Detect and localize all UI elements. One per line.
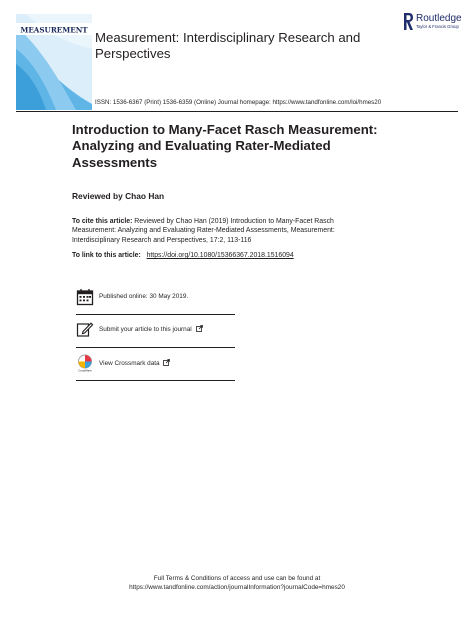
- edit-icon: [76, 320, 94, 338]
- citation-block: [72, 217, 372, 245]
- reviewer-line: Reviewed by Chao Han: [72, 191, 165, 201]
- link-label: To link to this article:: [72, 252, 141, 259]
- footer: [0, 575, 474, 592]
- submit-article-link[interactable]: Submit your article to this journal: [99, 326, 192, 333]
- routledge-r-icon: [402, 12, 414, 37]
- publisher-tagline: Taylor & Francis Group: [416, 24, 459, 29]
- doi-link[interactable]: https://doi.org/10.1080/15366367.2018.1516094: [146, 252, 294, 259]
- crossmark-item[interactable]: [76, 354, 236, 380]
- issn-homepage-line[interactable]: ISSN: 1536-6367 (Print) 1536-6359 (Online) Journal homepage: https://www.tandfonline.com/loi/hmes20: [95, 99, 382, 106]
- external-link-icon: [196, 325, 203, 335]
- article-title: Introduction to Many-Facet Rasch Measurement: Analyzing and Evaluating Rater-Mediated Assessments: [72, 122, 378, 170]
- crossmark-icon: [76, 354, 94, 372]
- external-link-icon: [163, 359, 170, 369]
- published-online-text: Published online: 30 May 2019.: [99, 293, 189, 300]
- crossmark-badge-text: CrossMark: [78, 369, 92, 372]
- item-divider: [76, 314, 235, 315]
- published-online-item: [76, 288, 236, 314]
- submit-article-item[interactable]: [76, 320, 236, 346]
- journal-cover-image: [16, 14, 92, 110]
- header-divider: [16, 111, 458, 112]
- footer-terms-text: Full Terms & Conditions of access and use can be found at: [153, 575, 321, 582]
- cite-text: Reviewed by Chao Han (2019) Introduction to Many-Facet Rasch Measurement: Analyzing and Evaluating Rater-Mediated Assessments, Measurement: Interdisciplinary Research and Perspectives, 17:2, 113-116: [72, 218, 335, 244]
- item-divider: [76, 347, 235, 348]
- publisher-name: Routledge: [416, 13, 462, 24]
- item-divider: [76, 380, 235, 381]
- cover-journal-name: MEASUREMENT: [20, 25, 88, 35]
- calendar-icon: [76, 288, 94, 306]
- footer-terms-link[interactable]: https://www.tandfonline.com/action/journalInformation?journalCode=hmes20: [129, 583, 345, 591]
- article-link-line: [72, 251, 392, 260]
- crossmark-link[interactable]: View Crossmark data: [99, 360, 160, 367]
- cite-label: To cite this article:: [72, 218, 133, 225]
- publisher-logo[interactable]: [402, 12, 464, 36]
- journal-title: Measurement: Interdisciplinary Research and Perspectives: [95, 30, 361, 61]
